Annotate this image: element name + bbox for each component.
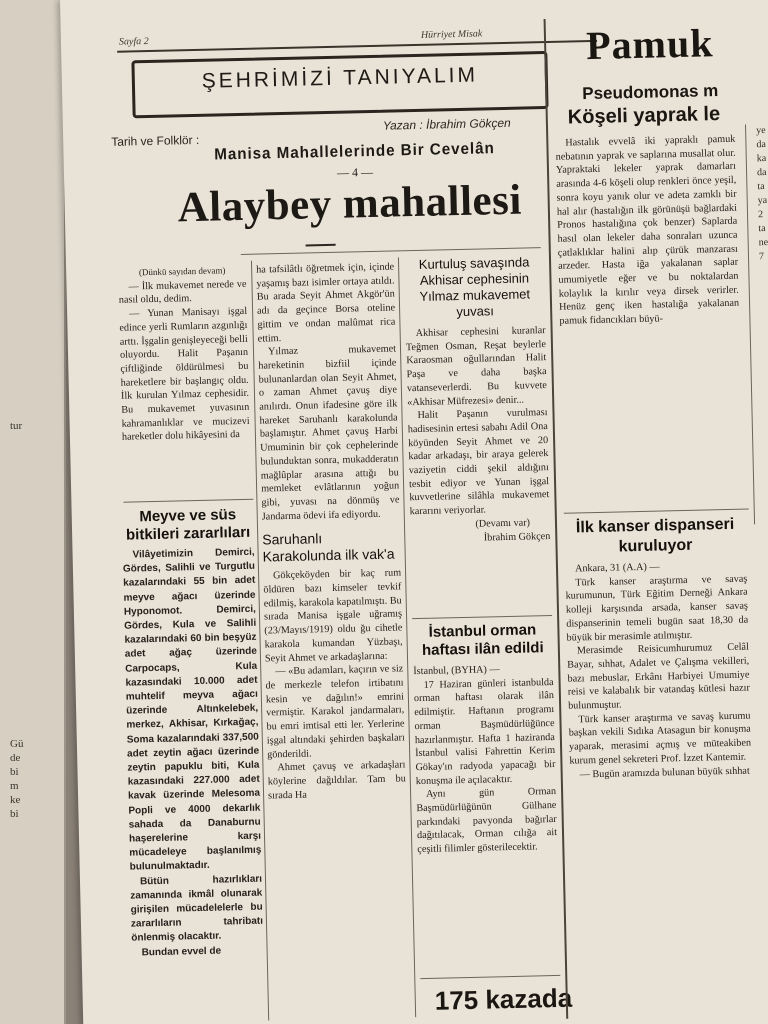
fruit-body: [122, 546, 263, 961]
fruit-article: [122, 506, 264, 961]
col3-headline: Kurtuluş savaşında Akhisar cephesinin Yılmaz mukavemet yuvası: [418, 254, 531, 320]
column-rule: [564, 509, 749, 514]
newspaper-page: [60, 0, 768, 1024]
column-rule: [123, 499, 253, 503]
fragment: ka: [756, 153, 767, 165]
paragraph: Halit Paşanın vurulması hadisesinin ertesi sabahı Adil Ona köyünden Seyit Ahmet ve 20 kadar arkadaşı, bir araya gelerek vaziyetin ciddi şekil aldığını tesbit ediyor ve Yunan işgal kuvvetlerine silâhla mukavemet kararını veriyorlar.: [407, 407, 550, 518]
fragment: da: [756, 167, 767, 179]
section-title: ŞEHRİMİZİ TANIYALIM: [201, 63, 479, 93]
paragraph: — Yunan Manisayı işgal edince yerli Rumların azgınlığı arttı. İşgalin genişleyeceği belli oluyordu. Halit Paşanın çiftliğinde öldürülmesi bu hareketlere bir başlangıç oldu. İlk kurulan Yılmaz cephesidir. Bu mukavemet yuvasının kahramanlıklar ve mucizevi hareketler dolu hikâyesini da: [119, 305, 250, 444]
headline-underline: [306, 244, 336, 247]
page-number: Sayfa 2: [118, 36, 149, 48]
fragment: 7: [758, 251, 765, 263]
fragment: ne: [758, 236, 768, 249]
main-article-col1: [118, 264, 250, 445]
section-banner: [131, 51, 548, 118]
part-number: — 4 —: [336, 164, 374, 180]
continued-note: (Devamı var): [475, 517, 531, 530]
continued-from: (Dünkü sayıdan devam): [138, 265, 226, 278]
sub-headline: Saruhanlı Karakolunda ilk vak'a: [262, 530, 395, 565]
cancer-headline: İlk kanser dispanseri kuruluyor: [575, 515, 735, 556]
strip-fragment: de: [10, 752, 21, 764]
right-subtitle-2: Köşeli yaprak le: [567, 103, 721, 129]
right-subtitle: Pseudomonas m: [582, 81, 719, 104]
column-divider: [745, 124, 755, 524]
forest-article: [412, 621, 557, 857]
paragraph: Bütün hazırlıkları zamanında ikmâl olunarak girişilen mücadelelerle bu zararlıların tahribatı önlenmiş olacaktır.: [130, 873, 264, 945]
strip-fragment: bi: [10, 766, 19, 778]
fragment: ta: [758, 223, 766, 235]
fragment: 2: [757, 209, 764, 221]
column-rule: [420, 975, 560, 979]
pamuk-article: [555, 133, 739, 329]
forest-headline: İstanbul orman haftası ilân edildi: [421, 621, 544, 659]
adjacent-page-strip: [0, 0, 66, 1024]
rightmost-fragments: [756, 123, 768, 264]
strip-fragment: bi: [10, 808, 19, 820]
bottom-headline: 175 kazada: [434, 982, 573, 1016]
paragraph: Yılmaz mukavemet hareketinin bizfiil içinde bulunanlardan olan Seyit Ahmet, o zaman Ahmet çavuş diye anılırdı. Onun ifadesine göre ilk hareket Saruhanlı karakolunda başlamıştır. Ahmet çavuş Harbi Umuminin bir çok cephelerinde bulunduktan sonra, mukadderatın mağlûplar arasına attığı bu memleket evlâtlarının yoğun gibi, yuvası na dönmüş ve Jandarma ödevi ifa ediyordu.: [258, 343, 400, 523]
paragraph: Merasimde Reisicumhurumuz Celâl Bayar, sıhhat, Adalet ve Çalışma vekilleri, bazı mebuslar, Erkânı Harbiyei Umumiye reisi ve kalabalık bir vatandaş kütlesi hazır bulunmuştur.: [567, 641, 750, 712]
paragraph: Aynı gün Orman Başmüdürlüğünün Gülhane parkındaki pavyonda bağırlar dağıtılacak, Orman cılığa ait çeşitli filimler gösterilecektir.: [416, 786, 558, 856]
paragraph: Türk kanser araştırma ve savaş kurumunun, Türk Eğitim Derneği Ankara kolleji karşısında arsada, kanser savaş dispanserinin temeli bugün saat 18,30 da büyük bir merasimle atılmıştır.: [565, 573, 749, 644]
paragraph: — İlk mukavemet nerede ve nasıl oldu, dedim.: [118, 278, 247, 307]
byline: Yazan : İbrahim Gökçen: [382, 115, 511, 133]
paragraph: Akhisar cephesini kuranlar Teğmen Osman, Reşat beylerle Karaosman oğullarından Halit Paşa ve daha başka vatanseverlerdi. Bu kuvvete «Akhisar Müfrezesi» denir...: [405, 325, 547, 408]
main-article-col3: [404, 254, 551, 546]
dateline: İstanbul, (BYHA) —: [413, 664, 500, 678]
paragraph: — «Bu adamları, kaçırın ve siz de merkezle telefon irtibatını kesin ve dağılın!» emrini vermiştir. Karakol jandarmaları, bu emri imtisal etti ler. Yerlerine işgal altındaki şehirden başkaları gönderildi.: [265, 663, 405, 760]
right-headline: Pamuk: [585, 20, 714, 69]
dateline: Ankara, 31 (A.A) —: [574, 561, 660, 575]
fragment: ya: [757, 195, 768, 207]
strip-fragment: ke: [10, 794, 21, 806]
paragraph: 17 Haziran günleri istanbulda orman haftası olarak ilân edilmiştir. Haftanın programı orman Başmüdürlüğünce hazırlanmıştır. Hafta 1 haziranda İstanbul valisi Fahrettin Kerim Gökay'ın radyoda yapacağı bir konuşma ile açılacaktır.: [413, 676, 556, 787]
strip-fragment: tur: [10, 420, 23, 432]
paragraph: Vilâyetimizin Demirci, Gördes, Salihli ve Turgutlu kazalarındaki 55 bin adet meyve ağacı üzerinde Hyponomot. Demirci, Gördes, Kula ve Salihli kazalarındaki 60 bin beşyüz adet ağaç üzerinde Carpocaps, Kula kazasındaki 10.000 adet muhtelif meyva ağacı üzerinde Altınkelebek, merkez, Akhisar, Kırkağaç, Soma kazalarındaki 337,500 adet zeytin ağacı üzerinde zeytin papuklu biti, Kula kazasındaki 227.000 adet kavak üzerinde Melesoma Popli ve 4000 dekarlık sahada da Danaburnu haşerelerine karşı mücadeleye başlanılmış bulunulmaktadır.: [122, 546, 262, 874]
fragment: da: [756, 139, 767, 151]
main-article-col2: [256, 260, 406, 802]
paragraph: — Bugün aramızda bulunan büyük sıhhat: [579, 765, 750, 780]
author-signature: İbrahim Gökçen: [483, 530, 551, 544]
fragment: ye: [756, 125, 766, 137]
fruit-headline: Meyve ve süs bitkileri zararlıları: [125, 506, 251, 544]
main-headline: Alaybey mahallesi: [177, 176, 523, 232]
headline-rule: [241, 247, 541, 255]
paragraph: ha tafsilâtlı öğretmek için, içinde yaşamış bazı isimler ortaya atıldı. Bu arada Seyit Ahmet Akgör'ün adı da geçince Borsa oteline gittim ve ondan malûmat rica ettim.: [256, 261, 396, 345]
strip-fragment: Gü: [10, 738, 24, 750]
paper-name: Hürriyet Misak: [420, 28, 483, 41]
cancer-article: [564, 515, 752, 782]
paragraph: Türk kanser araştırma ve savaş kurumu başkan vekili Sıdıka Atasagun bir konuşma yaparak, merasimi açmış ve müteakiben kurum genel sekreteri Prof. İzzet Kantemir.: [568, 710, 752, 767]
series-title: Manisa Mahallelerinde Bir Cevelân: [214, 140, 495, 164]
paragraph: Bundan evvel de: [141, 945, 222, 959]
paragraph: Ahmet çavuş ve arkadaşları köylerine dağıldılar. Tam bu sırada Ha: [267, 759, 406, 802]
paragraph: Hastalık evvelâ iki yapraklı pamuk nebatının yaprak ve saplarına musallat olur. Yapraktaki lekeler yaprak damarları arasında 4-6 köşeli olup renkleri önce yeşil, sonra koyu yanık olur ve adeta zamklı bir hal alır (hastalığın ilk görünüşü bağlardaki Pronos hastalığına çok benzer) Saplarda hasıl olan lekeler daha sonraları uzunca çatlaklıklar halini alıp çürük manzarası arzeder. Hasta iğa yakalanan saplar umumiyetle eğer ve bu noktalardan kolaylık la kırılır veya dirsek verirler. Henüz genç iken hastalığa yakalanan pamuk fidancıkları büyü-: [555, 133, 740, 327]
fragment: ta: [757, 181, 765, 193]
category-label: Tarih ve Folklör :: [111, 132, 200, 149]
paragraph: Gökçeköyden bir kaç rum öldüren bazı kimseler tevkif edilmiş, karakola kapatılmıştı. Bu sırada Manisa işgale uğramış (23/Mayıs/1919) oldu ğu cihetle karakola kumandan Yüzbaşı, Seyit Ahmet ve arkadaşlarına:: [263, 567, 403, 665]
strip-fragment: m: [10, 780, 19, 792]
column-rule: [412, 615, 552, 619]
